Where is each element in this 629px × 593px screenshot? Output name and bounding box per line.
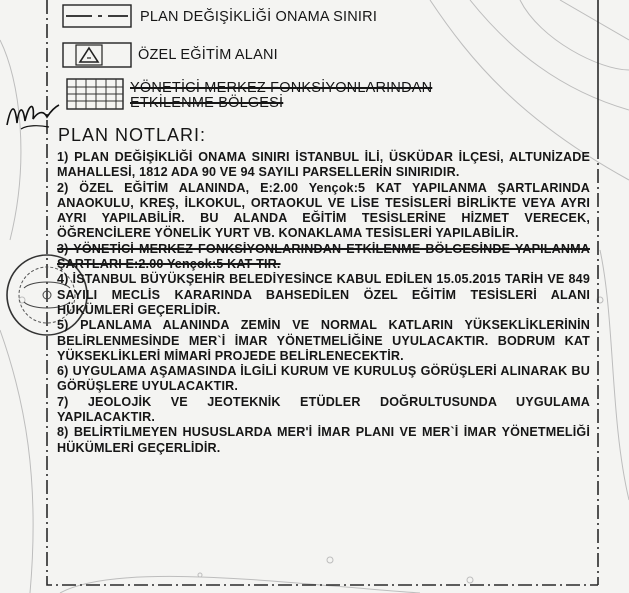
legend-item-onama-siniri [140,9,377,25]
plan-note-3: 3) YÖNETİCİ MERKEZ FONKSİYONLARINDAN ETKİLENME BÖLGESİNDE YAPILANMA ŞARTLARI E:2.00 Yençok:5 KAT TIR. [57,241,590,272]
plan-note-6: 6) UYGULAMA AŞAMASINDA İLGİLİ KURUM VE KURULUŞ GÖRÜŞLERİ ALINARAK BU GÖRÜŞLERE UYULACAKTIR. [57,364,590,394]
plan-note-5: 5) PLANLAMA ALANINDA ZEMİN VE NORMAL KATLARIN YÜKSEKLİKLERİNİN BELİRLENMESİNDE MER`İ İMAR YÖNETMELİĞİNE UYULACAKTIR. BODRUM KAT YÜKSEKLİKLERİ MİMARİ PROJEDE BELİRLENECEKTİR. [57,318,590,363]
plan-note-1: 1) PLAN DEĞİŞİKLİĞİ ONAMA SINIRI İSTANBUL İLİ, ÜSKÜDAR İLÇESİ, ALTUNİZADE MAHALLESİ, 1812 ADA 90 VE 94 SAYILI PARSELLERİN SINIRIDIR. [57,150,590,180]
plan-note-4: 4) İSTANBUL BÜYÜKŞEHİR BELEDİYESİNCE KABUL EDİLEN 15.05.2015 TARİH VE 849 SAYILI MECLİS KARARINDA BAHSEDİLEN ÖZEL EĞİTİM TESİSLERİ ALANI HÜKÜMLERİ GEÇERLİDİR. [57,272,590,317]
plan-notes-title: PLAN NOTLARI: [58,125,207,145]
triangle-hatch-icon [62,42,132,68]
plan-notes [57,150,590,456]
legend-label-line1: YÖNETİCİ MERKEZ FONKSİYONLARINDAN [130,80,433,96]
handwritten-signature [3,95,63,135]
grid-hatch-icon [66,78,126,112]
legend-item-ozel-egitim [138,47,278,63]
legend-label: PLAN DEĞIŞİKLİĞİ ONAMA SINIRI [140,9,378,25]
legend-item-yonetici-merkez [130,81,432,111]
plan-note-8: 8) BELİRTİLMEYEN HUSUSLARDA MER'İ İMAR PLANI VE MER`İ İMAR YÖNETMELİĞİ HÜKÜMLERİ GEÇERLİDİR. [57,425,590,455]
legend-label: ÖZEL EĞİTİM ALANI [138,47,278,63]
plan-note-7: 7) JEOLOJİK VE JEOTEKNİK ETÜDLER DOĞRULTUSUNDA UYGULAMA YAPILACAKTIR. [57,394,590,425]
dash-dot-line-icon [62,4,132,28]
plan-note-2: 2) ÖZEL EĞİTİM ALANINDA, E:2.00 Yençok:5 KAT YAPILANMA ŞARTLARINDA ANAOKULU, KREŞ, İLKOKUL, ORTAOKUL VE LİSE TESİSLERİ BİRLİKTE VEYA AYRI AYRI YAPILABİLİR. BU ALANDA EĞİTİM TESİSLERİNE HİZMET VERECEK, ÖĞRENCİLERE YÖNELİK YURT VB. KONAKLAMA TESİSLERİ YAPILABİLİR. [57,180,590,241]
legend-label-line2: ETKİLENME BÖLGESİ [130,95,284,111]
